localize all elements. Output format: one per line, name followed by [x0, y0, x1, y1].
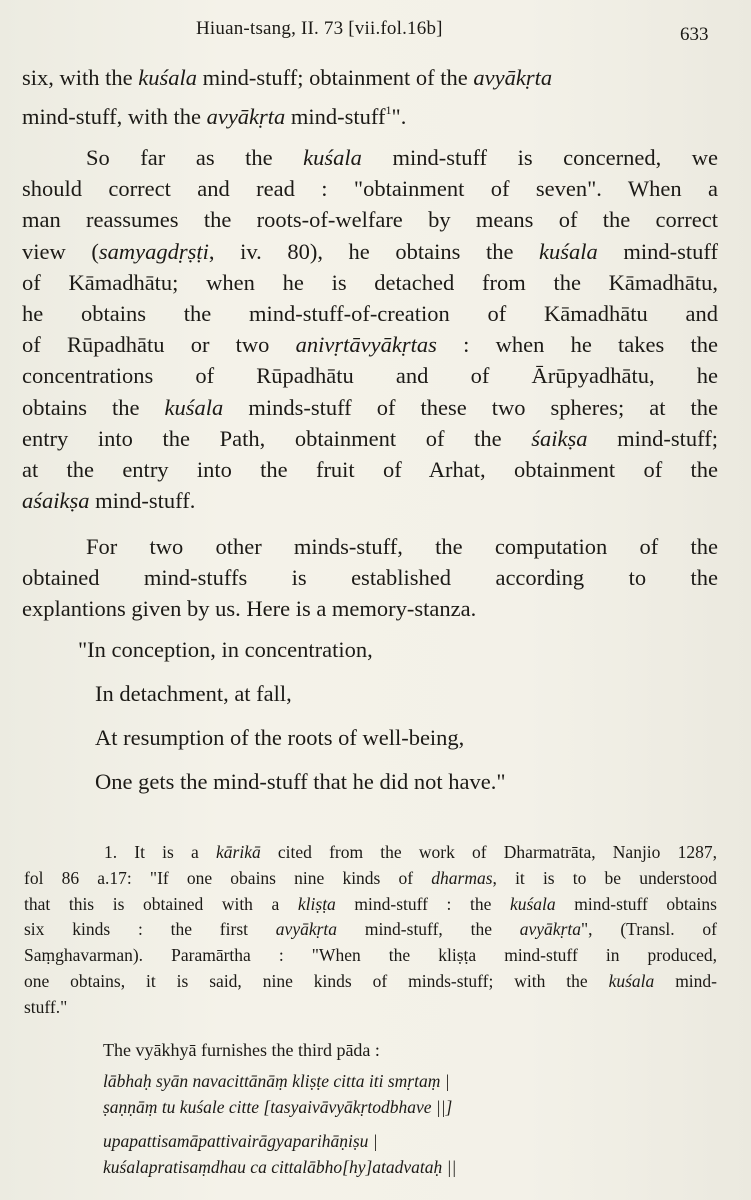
text-line — [22, 485, 718, 516]
italic-term: kuśala — [509, 893, 556, 914]
footnote-line — [24, 969, 717, 995]
footnote-line — [24, 840, 717, 866]
text-span: mind-stuff. — [89, 488, 196, 514]
italic-term: kuśala — [539, 238, 598, 264]
text-span: So far as the — [86, 145, 304, 170]
text-line — [22, 94, 718, 133]
text-line — [22, 423, 718, 454]
sanskrit-line: upapattisamāpattivairāgyaparihāṇiṣu | — [103, 1131, 378, 1151]
verse-line: "In conception, in concentration, — [78, 637, 373, 662]
text-span: six kinds : the first — [24, 919, 276, 940]
text-line: obtained mind-stuffs is established according to the — [22, 565, 718, 590]
text-span: six, with the — [22, 65, 139, 90]
italic-term: kliṣṭa — [297, 893, 336, 914]
italic-term: kuśala — [303, 145, 362, 170]
text-span: one obtains, it is said, nine kinds of minds-stuff; with the — [24, 970, 609, 991]
text-line: concentrations of Rūpadhātu and of Ārūpyadhātu, he — [22, 363, 718, 389]
footnote — [24, 840, 717, 1021]
italic-term: kuśala — [138, 65, 197, 90]
header-title: Hiuan-tsang, II. 73 [vii.fol.16b] — [196, 18, 443, 39]
text-span: cited from the work of Dharmatrāta, Nanjio 1287, — [260, 842, 717, 862]
italic-term: anivṛtāvyākṛtas — [295, 332, 437, 358]
verse-line: In detachment, at fall, — [95, 681, 292, 706]
text-span: mind-stuff — [597, 238, 718, 264]
italic-term: samyagdṛṣṭi — [98, 238, 209, 264]
text-span: , it is to be understood — [492, 867, 717, 888]
sanskrit-line: kuśalapratisaṃdhau ca cittalābho[hy]atadvataḥ || — [103, 1157, 457, 1177]
text-span: mind-stuff, with the — [22, 104, 207, 129]
sanskrit-verse — [103, 1068, 723, 1180]
footnote-line — [24, 917, 717, 943]
vyakhya-intro: The vyākhyā furnishes the third pāda : — [103, 1040, 380, 1060]
footnote-line: Saṃghavarman). Paramārtha : "When the kliṣṭa mind-stuff in produced, — [24, 945, 717, 966]
running-header — [0, 18, 751, 48]
text-span: obtains the — [22, 394, 165, 420]
text-line — [22, 62, 718, 94]
text-span: that this is obtained with a — [24, 893, 298, 914]
text-span: : when he takes the — [436, 332, 718, 358]
text-line — [22, 236, 718, 267]
italic-term: avyākṛta — [519, 919, 581, 940]
text-span: mind-stuff; — [587, 425, 718, 451]
footnote-marker: 1 — [385, 103, 392, 117]
text-span: view ( — [22, 238, 99, 264]
italic-term: avyākṛta — [275, 919, 338, 940]
text-span: 1. It is a — [104, 842, 216, 862]
text-span: mind-stuff, the — [337, 919, 520, 940]
italic-term: dharmas — [431, 867, 493, 888]
verse-line: One gets the mind-stuff that he did not have." — [95, 769, 506, 794]
verse-line: At resumption of the roots of well-being, — [95, 725, 465, 750]
italic-term: avyākṛta — [473, 65, 553, 90]
footnote-line — [24, 892, 717, 918]
text-span: mind-stuff is concerned, we — [361, 145, 719, 170]
footnote-line: stuff." — [24, 996, 68, 1017]
sanskrit-line: lābhaḥ syān navacittānāṃ kliṣṭe citta iti smṛtaṃ | — [103, 1071, 450, 1091]
italic-term: kuśala — [164, 394, 224, 420]
text-line — [22, 329, 718, 360]
text-line: For two other minds-stuff, the computation of the — [86, 534, 718, 559]
text-line: should correct and read : "obtainment of seven". When a — [22, 176, 718, 202]
text-span: fol 86 a.17: "If one obains nine kinds of — [24, 867, 432, 888]
text-line — [22, 142, 718, 173]
text-span: mind-stuff; obtainment of the — [197, 65, 474, 90]
text-line — [22, 392, 718, 423]
text-line: explantions given by us. Here is a memory-stanza. — [22, 596, 477, 621]
text-span: mind-stuff obtains — [555, 893, 717, 914]
text-line: of Kāmadhātu; when he is detached from the Kāmadhātu, — [22, 269, 718, 295]
text-line: man reassumes the roots-of-welfare by means of the correct — [22, 207, 718, 233]
text-span: ". — [391, 104, 407, 129]
italic-term: avyākṛta — [206, 104, 286, 129]
text-span: mind- — [654, 970, 717, 991]
italic-term: kārikā — [216, 842, 261, 862]
paragraph-computation — [22, 531, 718, 624]
text-line: at the entry into the fruit of Arhat, obtainment of the — [22, 457, 718, 483]
text-span: ", (Transl. of — [581, 919, 717, 940]
footnote-line — [24, 866, 717, 892]
text-span: minds-stuff of these two spheres; at the — [223, 394, 719, 420]
memory-stanza — [78, 628, 698, 804]
page-number: 633 — [680, 24, 709, 45]
paragraph-kusala — [22, 142, 718, 516]
text-line: he obtains the mind-stuff-of-creation of Kāmadhātu and — [22, 301, 718, 327]
text-span: of Rūpadhātu or two — [22, 332, 296, 358]
text-span: , iv. 80), he obtains the — [208, 238, 540, 264]
paragraph-continuation — [22, 62, 718, 133]
text-span: mind-stuff : the — [335, 893, 510, 914]
sanskrit-line: ṣaṇṇāṃ tu kuśale citte [tasyaivāvyākṛtodbhave ||] — [103, 1097, 453, 1117]
text-span: entry into the Path, obtainment of the — [22, 425, 532, 451]
italic-term: kuśala — [608, 970, 655, 991]
italic-term: śaikṣa — [531, 425, 588, 451]
text-span: mind-stuff — [285, 104, 386, 129]
italic-term: aśaikṣa — [22, 488, 90, 514]
